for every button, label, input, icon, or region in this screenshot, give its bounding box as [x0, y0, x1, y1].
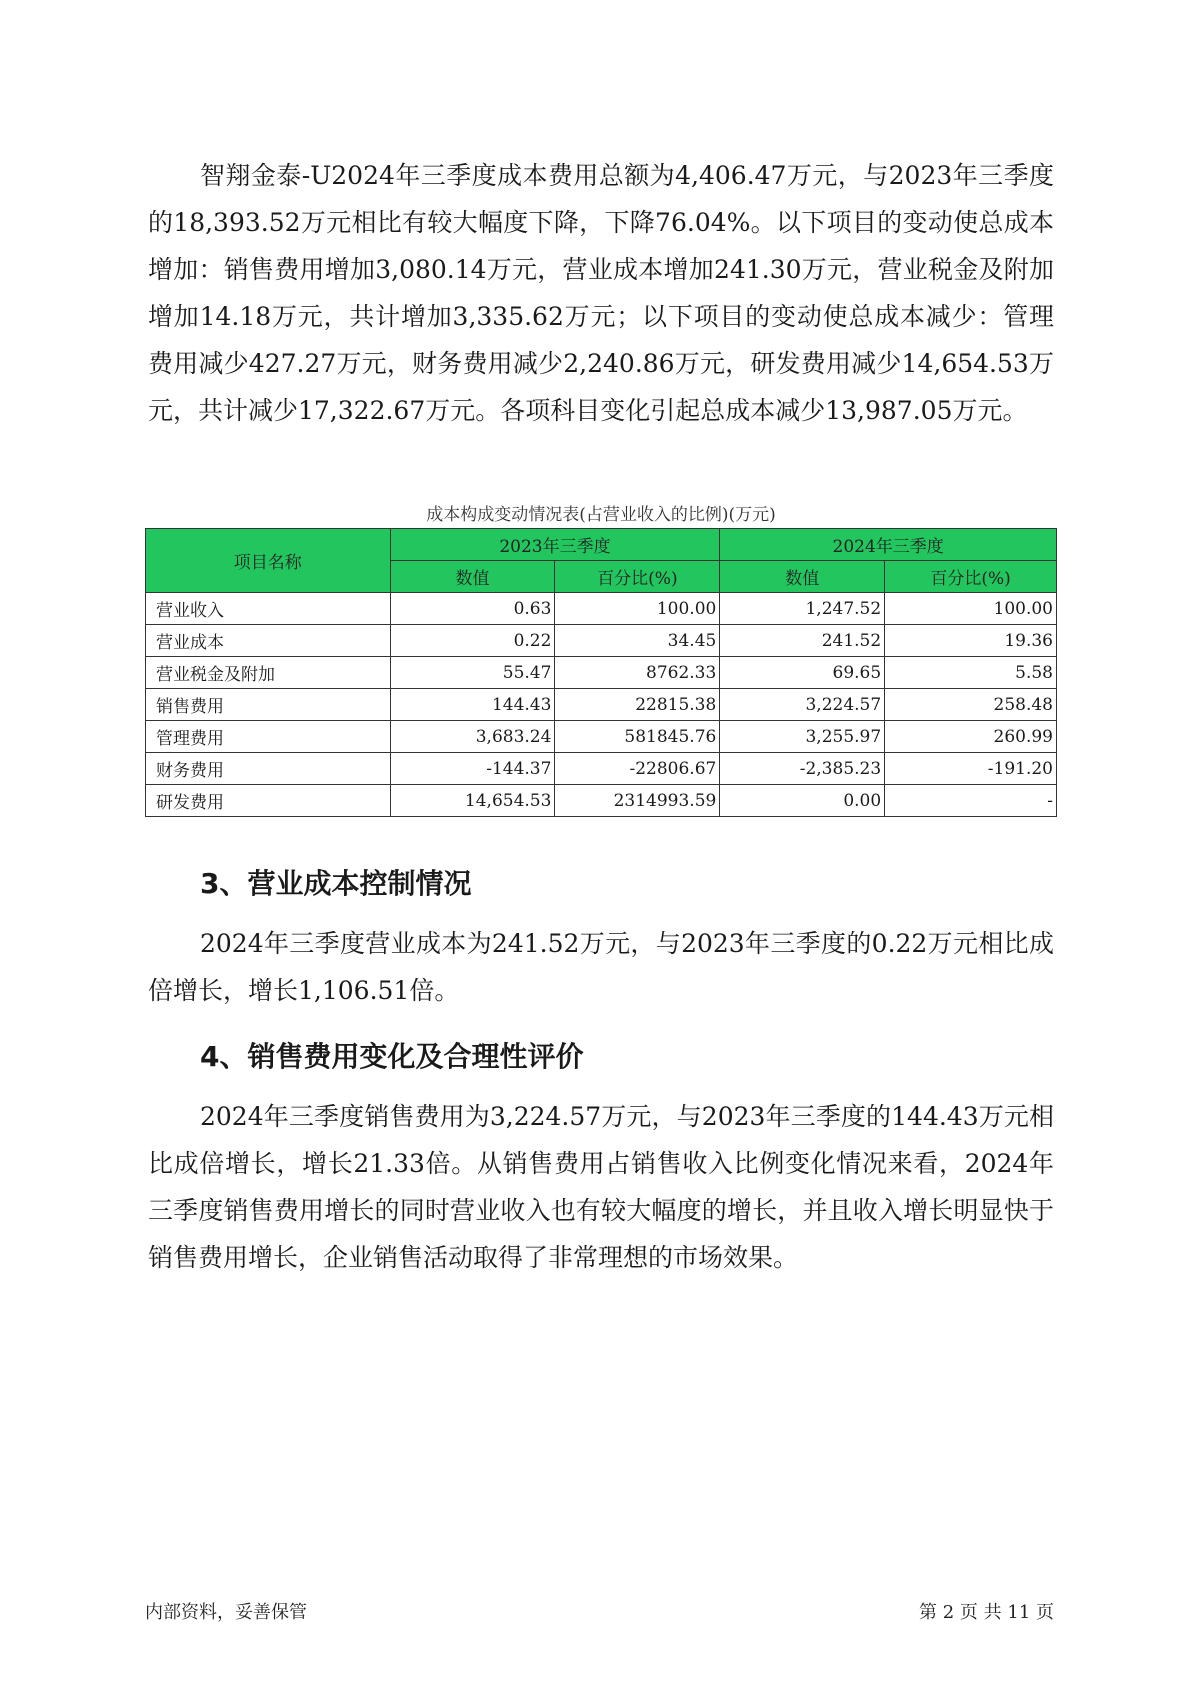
cell-percent-2024: 100.00	[885, 593, 1057, 625]
cost-structure-table	[145, 528, 1057, 817]
cell-percent-2024: 19.36	[885, 625, 1057, 657]
cell-percent-2023: 581845.76	[555, 721, 720, 753]
footer-page-number: 第 2 页 共 11 页	[919, 1602, 1054, 1623]
section-heading-sales-expense: 4、销售费用变化及合理性评价	[200, 1040, 584, 1073]
cell-value-2023: 55.47	[390, 657, 555, 689]
cell-value-2024: 241.52	[720, 625, 885, 657]
cell-value-2023: 3,683.24	[390, 721, 555, 753]
header-value-2024: 数值	[720, 561, 885, 593]
cell-value-2024: 3,255.97	[720, 721, 885, 753]
paragraph-operating-cost: 2024年三季度营业成本为241.52万元，与2023年三季度的0.22万元相比成倍增长，增长1,106.51倍。	[148, 929, 1054, 1005]
row-label: 营业成本	[146, 625, 391, 657]
header-period-2023: 2023年三季度	[390, 529, 720, 561]
row-label: 营业收入	[146, 593, 391, 625]
table-row	[146, 689, 1057, 721]
cell-percent-2024: -191.20	[885, 753, 1057, 785]
table-row	[146, 753, 1057, 785]
row-label: 营业税金及附加	[146, 657, 391, 689]
table-row	[146, 625, 1057, 657]
cell-value-2024: 3,224.57	[720, 689, 885, 721]
cell-percent-2024: 5.58	[885, 657, 1057, 689]
cell-percent-2024: -	[885, 785, 1057, 817]
cell-percent-2023: 8762.33	[555, 657, 720, 689]
cell-percent-2024: 258.48	[885, 689, 1057, 721]
paragraph-sales-expense: 2024年三季度销售费用为3,224.57万元，与2023年三季度的144.43万元相比成倍增长，增长21.33倍。从销售费用占销售收入比例变化情况来看，2024年三季度销售费用增长的同时营业收入也有较大幅度的增长，并且收入增长明显快于销售费用增长，企业销售活动取得了非常理想的市场效果。	[148, 1102, 1054, 1272]
table-row	[146, 785, 1057, 817]
header-item-name: 项目名称	[146, 529, 391, 593]
row-label: 财务费用	[146, 753, 391, 785]
cell-percent-2023: -22806.67	[555, 753, 720, 785]
table-caption: 成本构成变动情况表(占营业收入的比例)(万元)	[426, 505, 776, 525]
header-value-2023: 数值	[390, 561, 555, 593]
cell-percent-2024: 260.99	[885, 721, 1057, 753]
cell-value-2023: 144.43	[390, 689, 555, 721]
cell-value-2024: -2,385.23	[720, 753, 885, 785]
cell-value-2023: 14,654.53	[390, 785, 555, 817]
cell-percent-2023: 100.00	[555, 593, 720, 625]
cell-percent-2023: 22815.38	[555, 689, 720, 721]
footer-confidential-note: 内部资料，妥善保管	[145, 1602, 307, 1623]
row-label: 研发费用	[146, 785, 391, 817]
cell-value-2024: 0.00	[720, 785, 885, 817]
row-label: 销售费用	[146, 689, 391, 721]
row-label: 管理费用	[146, 721, 391, 753]
cell-value-2023: 0.22	[390, 625, 555, 657]
table-row	[146, 721, 1057, 753]
cell-percent-2023: 34.45	[555, 625, 720, 657]
cell-value-2023: -144.37	[390, 753, 555, 785]
table-row	[146, 593, 1057, 625]
cell-value-2024: 69.65	[720, 657, 885, 689]
header-percent-2024: 百分比(%)	[885, 561, 1057, 593]
cell-value-2023: 0.63	[390, 593, 555, 625]
section-heading-operating-cost: 3、营业成本控制情况	[200, 867, 472, 900]
table-row	[146, 657, 1057, 689]
header-period-2024: 2024年三季度	[720, 529, 1057, 561]
paragraph-cost-summary: 智翔金泰-U2024年三季度成本费用总额为4,406.47万元，与2023年三季度的18,393.52万元相比有较大幅度下降，下降76.04%。以下项目的变动使总成本增加：销售费用增加3,080.14万元，营业成本增加241.30万元，营业税金及附加增加14.18万元，共计增加3,335.62万元；以下项目的变动使总成本减少：管理费用减少427.27万元，财务费用减少2,240.86万元，研发费用减少14,654.53万元，共计减少17,322.67万元。各项科目变化引起总成本减少13,987.05万元。	[148, 161, 1054, 425]
cell-value-2024: 1,247.52	[720, 593, 885, 625]
cell-percent-2023: 2314993.59	[555, 785, 720, 817]
header-percent-2023: 百分比(%)	[555, 561, 720, 593]
